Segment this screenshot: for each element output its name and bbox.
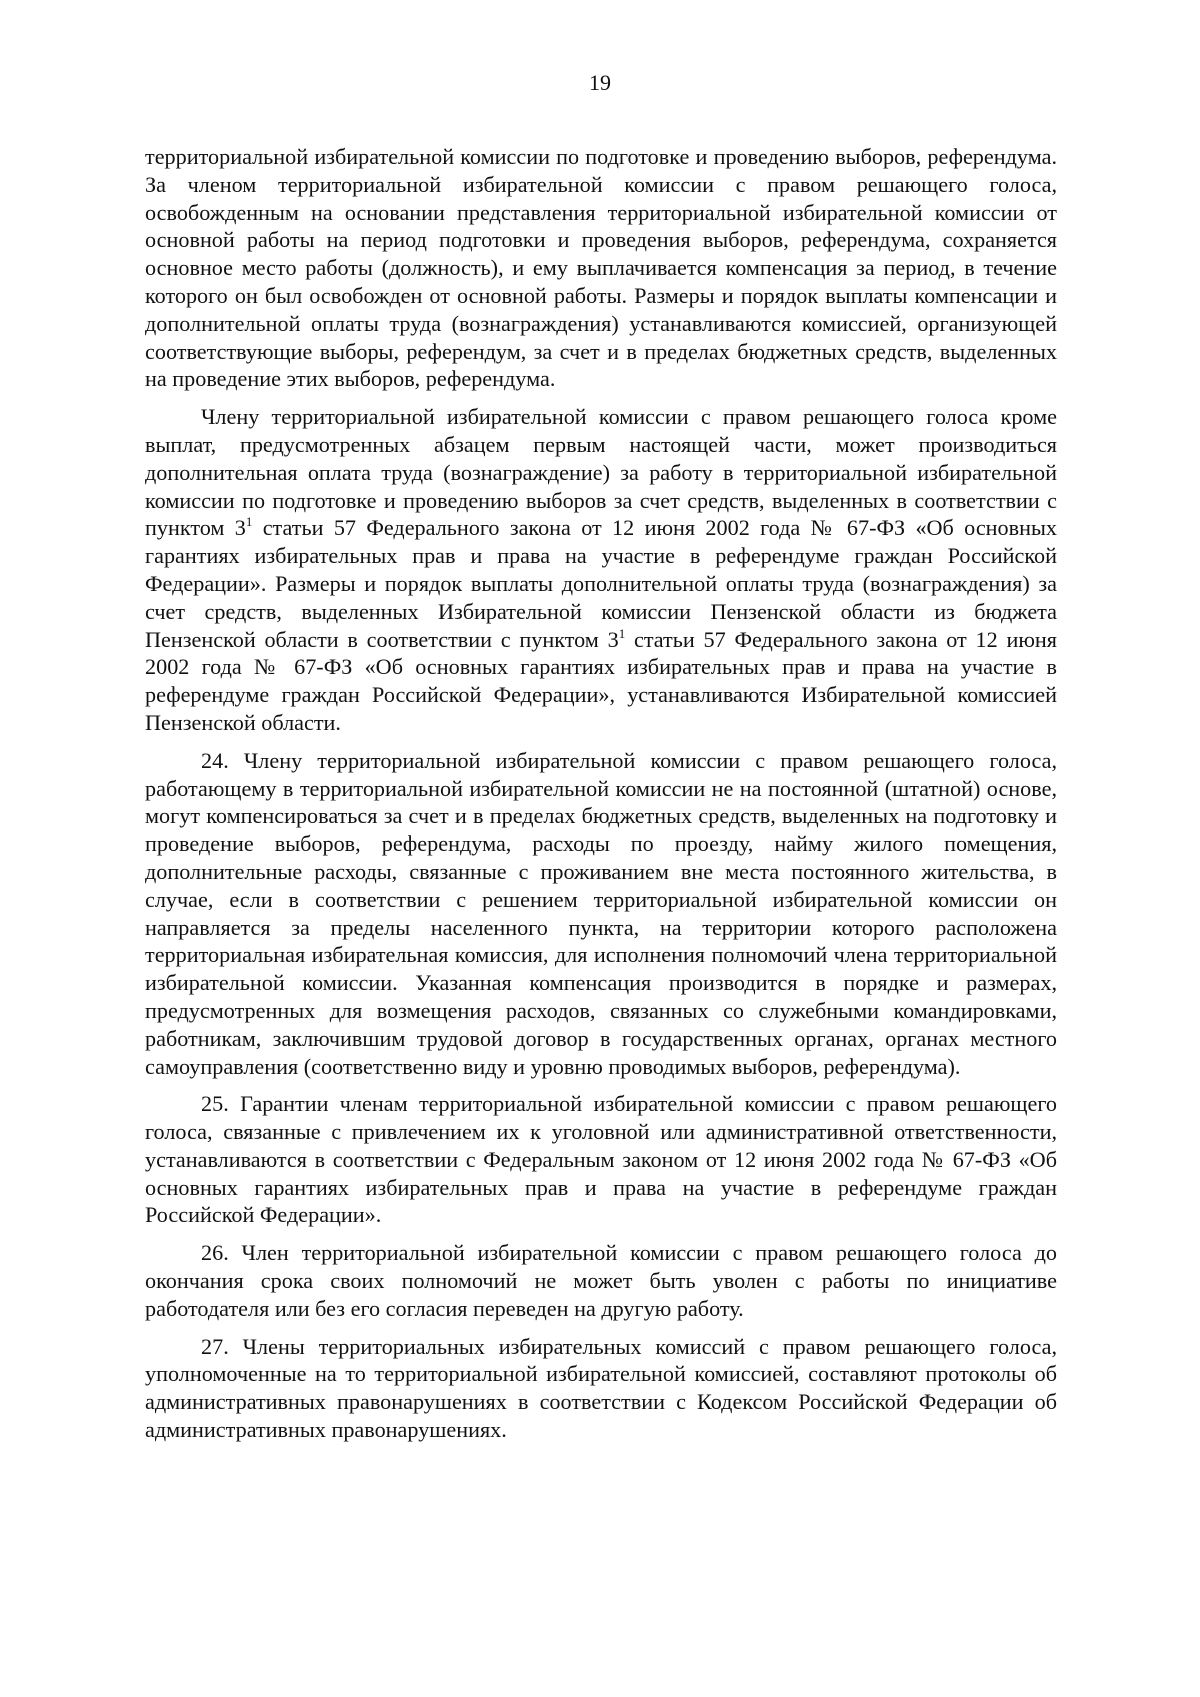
superscript: 1 bbox=[245, 514, 253, 530]
paragraph-26: 26. Член территориальной избирательной комиссии с правом решающего голоса до окончания срока своих полномочий не может быть уволен с работы по инициативе работодателя или без его согласия переведен на другую работу. bbox=[145, 1240, 1057, 1321]
paragraph-text-part: статьи 57 Федерального закона от 12 июня 2002 года № 67-ФЗ «Об основных гарантиях избирательных прав и права на участие в референдуме граждан Российской Федерации». Размеры и порядок выплаты дополнительной оплаты труда (вознаграждения) за счет средств, выделенных Избирательной комиссии Пензенской области из бюджета Пензенской области в соответствии с пунктом 3 bbox=[145, 515, 1057, 652]
paragraph-text-part: статьи 57 Федерального закона от 12 июня 2002 года № 67-ФЗ «Об основных гарантиях избирательных прав и права на участие в референдуме граждан Российской Федерации», устанавливаются Избирательной комиссией Пензенской области. bbox=[145, 626, 1057, 735]
paragraph-27: 27. Члены территориальных избирательных комиссий с правом решающего голоса, уполномоченные на то территориальной избирательной комиссией, составляют протоколы об административных правонарушениях в соответствии с Кодексом Российской Федерации об административных правонарушениях. bbox=[145, 1333, 1057, 1443]
paragraph-text-part: Члену территориальной избирательной комиссии с правом решающего голоса кроме выплат, предусмотренных абзацем первым настоящей части, может производиться дополнительная оплата труда (вознаграждение) за работу в территориальной избирательной комиссии по подготовке и проведению выборов за счет средств, выделенных в соответствии с пунктом 3 bbox=[145, 404, 1057, 541]
paragraph-additional-payment bbox=[145, 403, 1057, 737]
paragraph-24: 24. Члену территориальной избирательной комиссии с правом решающего голоса, работающему в территориальной избирательной комиссии не на постоянной (штатной) основе, могут компенсироваться за счет и в пределах бюджетных средств, выделенных на подготовку и проведение выборов, референдума, расходы по проезду, найму жилого помещения, дополнительные расходы, связанные с проживанием вне места постоянного жительства, в случае, если в соответствии с решением территориальной избирательной комиссии он направляется за пределы населенного пункта, на территории которого расположена территориальная избирательная комиссия, для исполнения полномочий члена территориальной избирательной комиссии. Указанная компенсация производится в порядке и размерах, предусмотренных для возмещения расходов, связанных со служебными командировками, работникам, заключившим трудовой договор в государственных органах, органах местного самоуправления (соответственно виду и уровню проводимых выборов, референдума). bbox=[145, 747, 1057, 1079]
document-body bbox=[145, 143, 1057, 1454]
paragraph-continuation: территориальной избирательной комиссии по подготовке и проведению выборов, референдума. За членом территориальной избирательной комиссии с правом решающего голоса, освобожденным на основании представления территориальной избирательной комиссии от основной работы на период подготовки и проведения выборов, референдума, сохраняется основное место работы (должность), и ему выплачивается компенсация за период, в течение которого он был освобожден от основной работы. Размеры и порядок выплаты компенсации и дополнительной оплаты труда (вознаграждения) устанавливаются комиссией, организующей соответствующие выборы, референдум, за счет и в пределах бюджетных средств, выделенных на проведение этих выборов, референдума. bbox=[145, 144, 1057, 392]
page-number: 19 bbox=[589, 70, 611, 95]
paragraph-25: 25. Гарантии членам территориальной избирательной комиссии с правом решающего голоса, связанные с привлечением их к уголовной или административной ответственности, устанавливаются в соответствии с Федеральным законом от 12 июня 2002 года № 67-ФЗ «Об основных гарантиях избирательных прав и права на участие в референдуме граждан Российской Федерации». bbox=[145, 1091, 1057, 1228]
superscript: 1 bbox=[618, 625, 626, 641]
